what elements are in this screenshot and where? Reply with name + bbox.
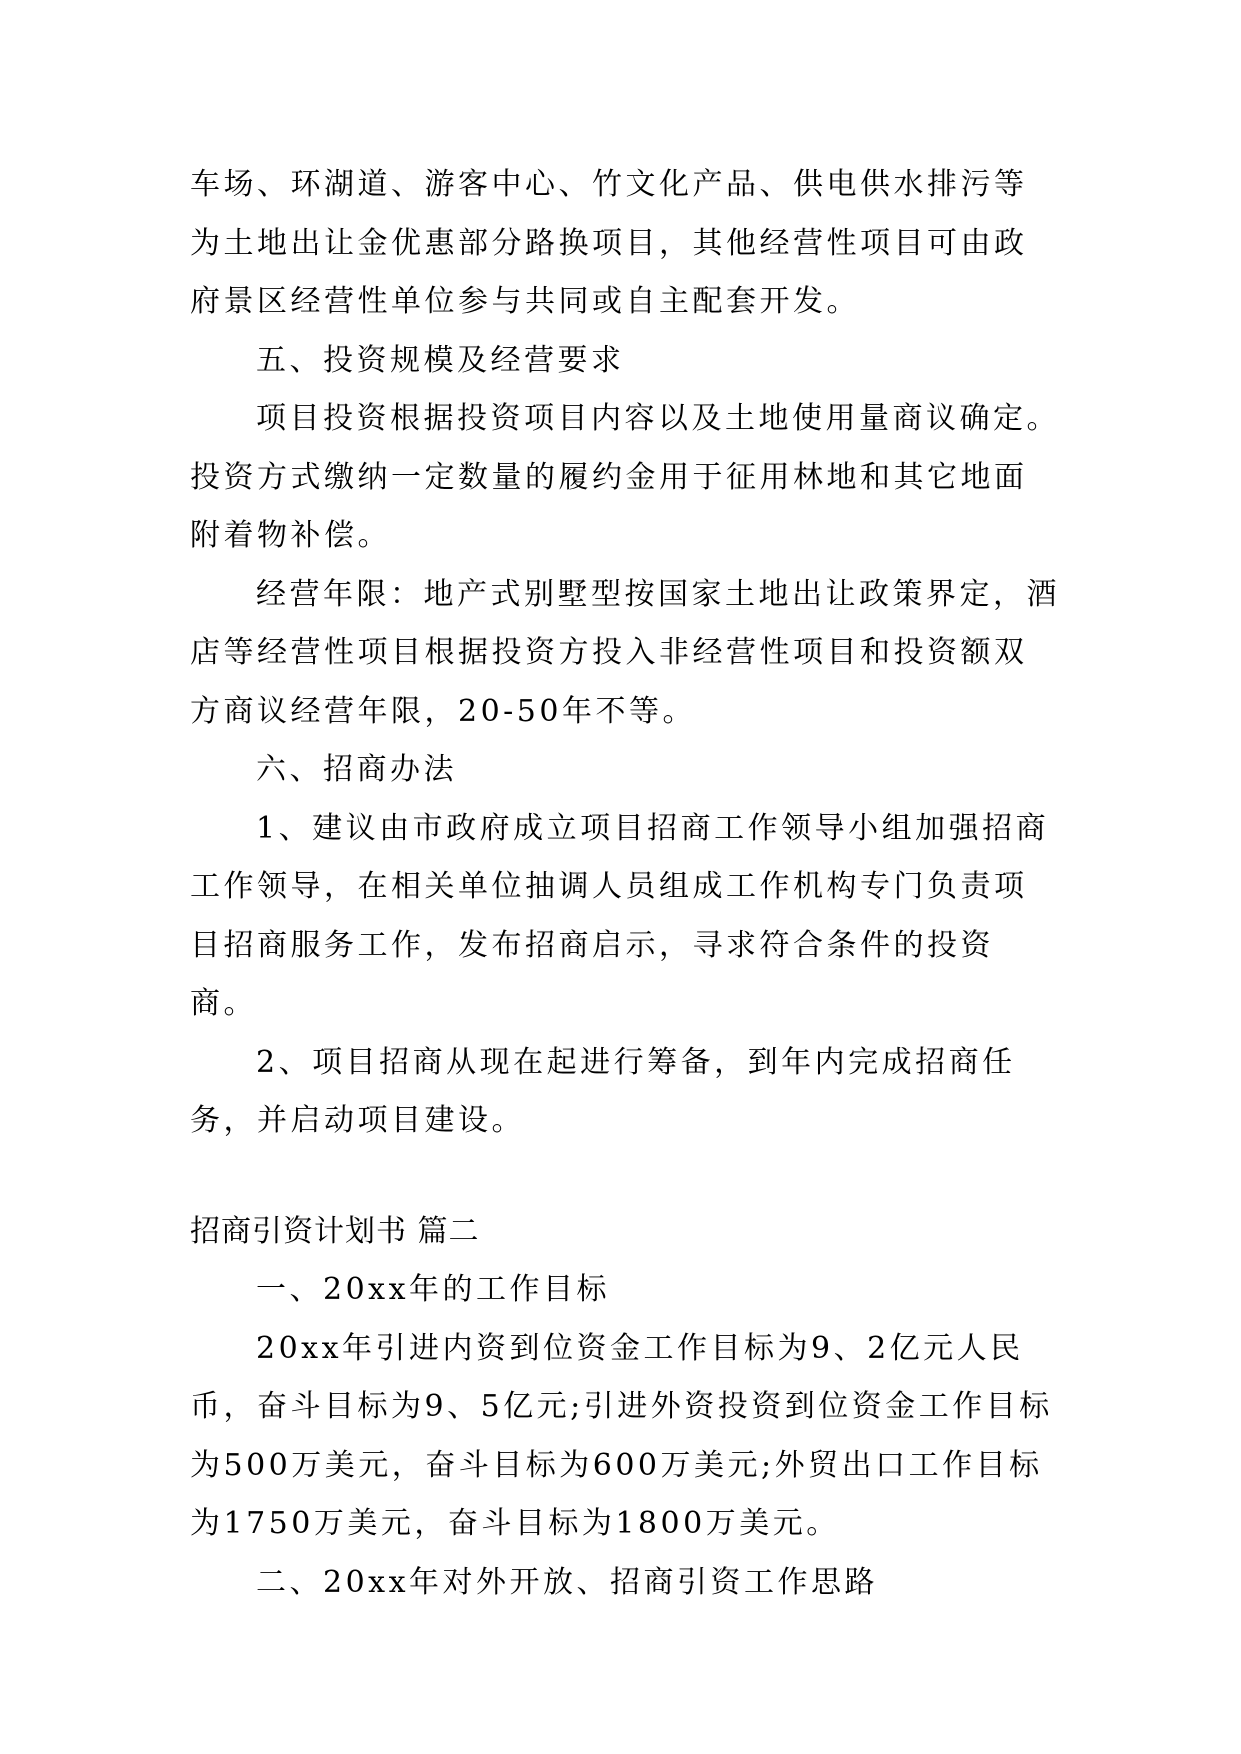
- paragraph-land-transfer: 车场、环湖道、游客中心、竹文化产品、供电供水排污等为土地出让金优惠部分路换项目，其他经营性项目可由政府景区经营性单位参与共同或自主配套开发。: [190, 167, 1028, 319]
- heading-investment-methods: 六、招商办法: [256, 752, 457, 787]
- paragraph-method-1: 1、建议由市政府成立项目招商工作领导小组加强招商工作领导，在相关单位抽调人员组成工作机构专门负责项目招商服务工作，发布招商启示，寻求符合条件的投资商。: [190, 810, 1050, 1021]
- heading-investment-scale: 五、投资规模及经营要求: [256, 342, 625, 378]
- heading-work-approach: 二、20xx年对外开放、招商引资工作思路: [256, 1564, 879, 1600]
- heading-work-goals: 一、20xx年的工作目标: [256, 1272, 611, 1307]
- paragraph-work-goals: 20xx年引进内资到位资金工作目标为9、2亿元人民币，奋斗目标为9、5亿元;引进外资投资到位资金工作目标为500万美元，奋斗目标为600万美元;外贸出口工作目标为1750万美元，奋斗目标为1800万美元。: [190, 1330, 1053, 1541]
- paragraph-investment-amount: 项目投资根据投资项目内容以及土地使用量商议确定。投资方式缴纳一定数量的履约金用于征用林地和其它地面附着物补偿。: [190, 401, 1060, 553]
- document-body: [190, 156, 1060, 1612]
- paragraph-operating-years: 经营年限：地产式别墅型按国家土地出让政策界定，酒店等经营性项目根据投资方投入非经营性项目和投资额双方商议经营年限，20-50年不等。: [190, 576, 1060, 729]
- paragraph-method-2: 2、项目招商从现在起进行筹备，到年内完成招商任务，并启动项目建设。: [190, 1044, 1016, 1138]
- section-title: 招商引资计划书 篇二: [190, 1213, 480, 1249]
